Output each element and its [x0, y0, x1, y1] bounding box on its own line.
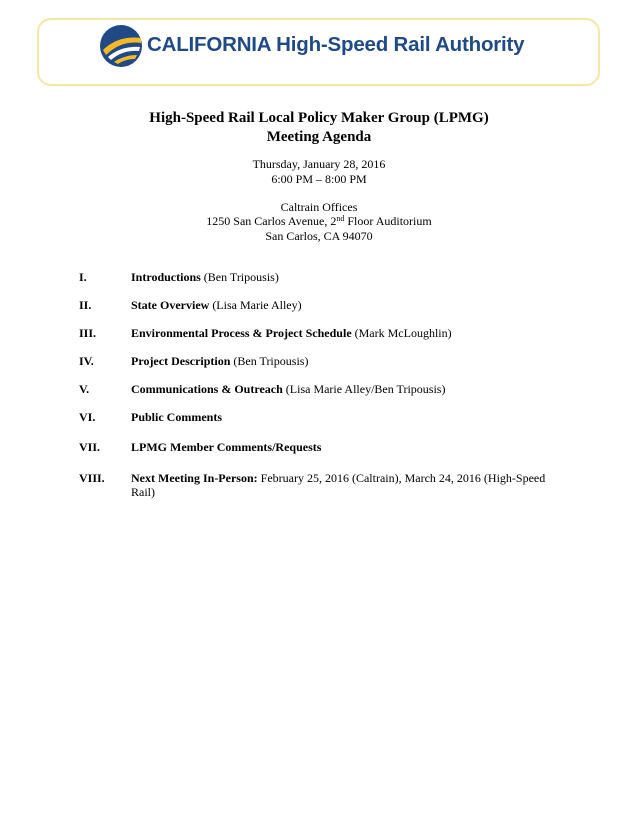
agenda-item: [79, 326, 549, 340]
agenda-item-number: III.: [79, 326, 97, 340]
agenda-item: [79, 298, 549, 312]
agenda-list: [79, 270, 549, 499]
agenda-item-number: IV.: [79, 354, 94, 368]
agenda-item-presenter: February 25, 2016 (Caltrain), March 24, 2016 (High-Speed Rail): [131, 471, 546, 499]
agenda-item-presenter: (Mark McLoughlin): [351, 326, 452, 340]
logo-wordmark: [147, 33, 524, 57]
agenda-item: [79, 382, 549, 396]
agenda-item: [79, 471, 549, 499]
agenda-item-presenter: (Ben Tripousis): [200, 270, 279, 284]
agenda-item-title: Environmental Process & Project Schedule: [131, 326, 352, 340]
agenda-item-title: Next Meeting In-Person:: [131, 471, 258, 485]
agenda-item-number: I.: [79, 270, 87, 284]
logo-word-authority: High-Speed Rail Authority: [276, 33, 525, 56]
agenda-item-number: V.: [79, 382, 90, 396]
agenda-item-number: VI.: [79, 410, 96, 424]
agenda-item-number: VIII.: [79, 471, 105, 485]
agenda-item: [79, 270, 549, 284]
meeting-venue: Caltrain Offices: [280, 200, 358, 214]
logo-word-california: CALIFORNIA: [147, 33, 271, 56]
agenda-item-number: II.: [79, 298, 92, 312]
meeting-city: San Carlos, CA 94070: [265, 229, 373, 243]
document-subtitle: Meeting Agenda: [266, 129, 372, 145]
address-floor: Floor Auditorium: [344, 214, 432, 228]
meeting-address: [0, 214, 638, 229]
agenda-item-title: State Overview: [131, 298, 210, 312]
agenda-item-presenter: (Lisa Marie Alley/Ben Tripousis): [282, 382, 446, 396]
agenda-item-title: Communications & Outreach: [131, 382, 283, 396]
logo-banner: [37, 18, 600, 86]
agenda-item-title: LPMG Member Comments/Requests: [131, 440, 322, 454]
agenda-item: [79, 354, 549, 368]
agenda-item-title: Project Description: [131, 354, 231, 368]
address-ordinal-suffix: nd: [336, 214, 345, 223]
address-street: 1250 San Carlos Avenue, 2: [206, 214, 337, 228]
agenda-item-title: Introductions: [131, 270, 201, 284]
agenda-item: [79, 410, 549, 424]
meeting-date: Thursday, January 28, 2016: [252, 157, 386, 171]
meeting-time: 6:00 PM – 8:00 PM: [271, 172, 367, 186]
agenda-item-number: VII.: [79, 440, 101, 454]
agenda-item: [79, 440, 549, 454]
agenda-item-title: Public Comments: [131, 410, 222, 424]
rail-swoosh-icon: [99, 24, 143, 68]
agenda-item-presenter: (Lisa Marie Alley): [209, 298, 302, 312]
document-title: High-Speed Rail Local Policy Maker Group (LPMG): [149, 110, 489, 126]
agenda-item-presenter: (Ben Tripousis): [230, 354, 309, 368]
